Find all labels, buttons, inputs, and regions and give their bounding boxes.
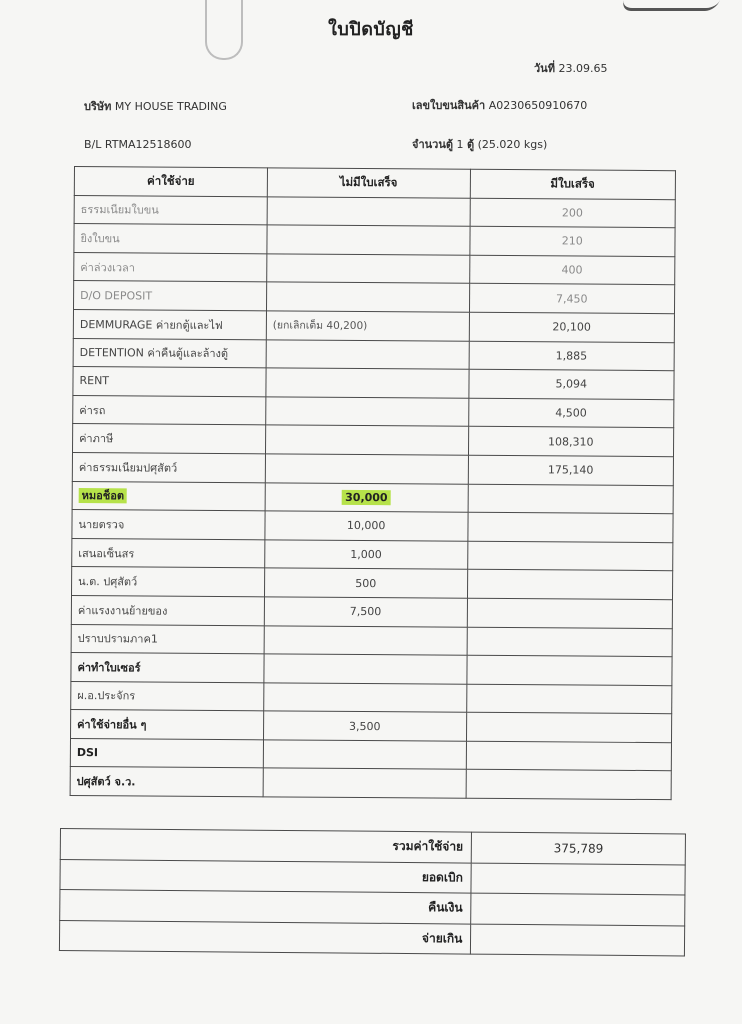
table-row [73, 338, 674, 371]
header-no-receipt: ไม่มีใบเสร็จ [267, 168, 470, 198]
no-receipt-cell [267, 196, 470, 226]
receipt-cell [469, 341, 675, 371]
no-receipt-cell [264, 597, 467, 627]
summary-label: ยอดเบิก [60, 859, 472, 893]
expense-name-cell [72, 538, 265, 568]
no-receipt-cell [265, 511, 468, 541]
table-row [71, 595, 672, 628]
bl-value: RTMA12518600 [104, 138, 192, 151]
container-qty-line [412, 135, 547, 153]
expense-name-cell [73, 395, 266, 425]
receipt-cell [467, 627, 673, 657]
no-receipt-cell [265, 425, 468, 455]
no-receipt-cell [264, 683, 467, 713]
invoice-label: เลขใบขนสินค้า [412, 99, 486, 112]
qty-unit: ตู้ [466, 138, 475, 151]
company-line [84, 97, 227, 115]
summary-table [59, 828, 686, 956]
receipt-cell [468, 369, 674, 399]
no-receipt-cell [264, 625, 467, 655]
no-receipt-cell [264, 654, 467, 684]
no-receipt-cell [266, 397, 469, 427]
expense-name-cell [72, 510, 265, 540]
receipt-value: 108,310 [548, 434, 594, 449]
expense-name: ยิงใบขน [80, 232, 120, 246]
expense-name-cell [71, 710, 264, 740]
expense-name-cell [73, 338, 266, 368]
no-receipt-cell [263, 740, 466, 770]
invoice-value: A0230650910670 [488, 99, 588, 112]
receipt-value: 5,094 [555, 377, 588, 392]
table-row [74, 224, 675, 257]
expense-name: ค่าธรรมเนียมปศุสัตว์ [78, 460, 178, 475]
table-row [72, 538, 673, 571]
expense-name: DEMMURAGE ค่ายกตู้และไฟ [79, 317, 223, 332]
no-receipt-value: 30,000 [342, 490, 391, 505]
no-receipt-cell [264, 568, 467, 598]
expense-name: น.ต. ปศุสัตว์ [78, 575, 138, 589]
company-value: MY HOUSE TRADING [114, 100, 227, 113]
summary-label: คืนเงิน [60, 890, 472, 924]
receipt-cell [468, 484, 674, 514]
expense-name: D/O DEPOSIT [80, 288, 153, 303]
no-receipt-value: 7,500 [349, 605, 382, 619]
table-row [73, 395, 674, 428]
receipt-cell [466, 655, 672, 685]
expense-name-cell [72, 567, 265, 597]
no-receipt-value: 1,000 [350, 547, 382, 562]
table-row [71, 681, 672, 714]
expense-name-cell [74, 195, 267, 225]
expense-name-cell [73, 367, 266, 397]
receipt-value: 175,140 [547, 463, 594, 477]
expense-name-cell [73, 281, 266, 311]
receipt-cell [469, 226, 675, 256]
expense-name: นายตรวจ [78, 517, 125, 532]
expense-name-cell [71, 595, 264, 625]
expense-name-cell [70, 738, 263, 768]
receipt-cell [468, 398, 674, 428]
no-receipt-value: (ยกเลิกเต็ม 40,200) [272, 319, 368, 333]
receipt-cell [466, 713, 672, 743]
no-receipt-cell [265, 540, 468, 570]
receipt-cell [466, 770, 672, 800]
summary-value: 375,789 [471, 832, 685, 864]
header-receipt: มีใบเสร็จ [470, 169, 676, 199]
summary-label: รวมค่าใช้จ่าย [60, 829, 472, 863]
receipt-cell [468, 427, 674, 457]
no-receipt-cell [266, 339, 469, 369]
receipt-cell [469, 284, 675, 314]
no-receipt-value: 10,000 [346, 519, 386, 533]
receipt-cell [467, 570, 673, 600]
no-receipt-value: 3,500 [348, 719, 381, 733]
no-receipt-cell [263, 768, 466, 798]
receipt-value: 210 [561, 234, 583, 249]
table-row [71, 653, 672, 686]
expense-name-cell [73, 424, 266, 454]
summary-label: จ่ายเกิน [59, 920, 471, 954]
receipt-cell [467, 512, 673, 542]
company-label: บริษัท [84, 100, 112, 113]
no-receipt-cell [265, 482, 468, 512]
receipt-value: 7,450 [556, 292, 588, 306]
no-receipt-cell [267, 225, 470, 255]
expense-name-cell [70, 767, 263, 797]
date-line [534, 59, 607, 77]
bl-label: B/L [84, 138, 102, 151]
receipt-cell [470, 198, 676, 228]
expense-name: ธรรมเนียมใบขน [80, 203, 159, 217]
invoice-line [412, 96, 587, 114]
receipt-value: 400 [561, 263, 583, 277]
no-receipt-cell [266, 282, 469, 312]
expense-name-cell [71, 624, 264, 654]
expense-name: ปศุสัตว์ จ.ว. [76, 775, 136, 789]
no-receipt-cell [266, 368, 469, 398]
receipt-cell [467, 598, 673, 628]
expense-name-cell [74, 252, 267, 282]
summary-row [59, 920, 684, 956]
table-row [72, 567, 673, 600]
table-row [71, 710, 672, 743]
summary-value [471, 893, 685, 925]
table-row [72, 452, 673, 485]
receipt-cell [467, 541, 673, 571]
receipt-value: 1,885 [555, 349, 588, 363]
receipt-value: 4,500 [555, 406, 587, 420]
expense-name: RENT [79, 374, 110, 388]
expense-name: ปราบปรามภาค1 [77, 632, 158, 646]
table-row [71, 624, 672, 657]
expense-name: เสนอเซ็นสร [78, 546, 135, 560]
no-receipt-cell [266, 311, 469, 341]
qty-weight: (25.020 kgs) [477, 138, 548, 151]
expense-name-cell [71, 681, 264, 711]
table-row [72, 510, 673, 543]
no-receipt-cell [265, 454, 468, 484]
expense-name: ค่าใช้จ่ายอื่น ๆ [77, 718, 147, 732]
expense-name: ค่าภาษี [79, 432, 114, 446]
expense-name-cell [71, 653, 264, 683]
expense-name: ค่ารถ [79, 403, 106, 417]
table-row [74, 195, 675, 228]
receipt-cell [469, 312, 675, 342]
expense-name: ผ.อ.ประจักร [77, 689, 136, 703]
receipt-cell [469, 255, 675, 285]
table-row [73, 367, 674, 400]
corner-ink-mark [620, 0, 720, 11]
expense-name: DSI [76, 746, 99, 760]
expense-name-cell [73, 309, 266, 339]
table-row [70, 767, 671, 800]
receipt-cell [468, 455, 674, 485]
table-row [73, 424, 674, 457]
table-row [73, 309, 674, 342]
table-row [70, 738, 671, 771]
expense-name: ค่าแรงงานย้ายของ [77, 603, 168, 618]
expense-name-cell [72, 481, 265, 511]
receipt-value: 20,100 [552, 320, 591, 334]
summary-value [471, 863, 685, 895]
receipt-cell [466, 684, 672, 714]
receipt-cell [466, 741, 672, 771]
expense-table [70, 166, 676, 800]
table-row [73, 281, 674, 314]
expense-table-header [74, 167, 675, 200]
table-row [72, 481, 673, 514]
date-value: 23.09.65 [558, 62, 608, 75]
document-title: ใบปิดบัญชี [328, 19, 414, 40]
date-label: วันที่ [534, 62, 555, 75]
no-receipt-cell [263, 711, 466, 741]
table-row [74, 252, 675, 285]
expense-name: ค่าล่วงเวลา [80, 260, 136, 275]
receipt-value: 200 [561, 206, 583, 220]
header-expense: ค่าใช้จ่าย [74, 167, 267, 197]
no-receipt-value: 500 [355, 576, 377, 590]
qty-value: 1 [456, 138, 464, 151]
expense-name-cell [74, 224, 267, 254]
qty-label: จำนวนตู้ [412, 138, 453, 151]
bl-line [84, 138, 191, 151]
expense-name: หมอช็อต [79, 488, 127, 503]
expense-name: DETENTION ค่าคืนตู้และล้างตู้ [79, 346, 229, 361]
expense-name: ค่าทำใบเซอร์ [77, 660, 141, 675]
no-receipt-cell [267, 254, 470, 284]
expense-name-cell [72, 452, 265, 482]
summary-value [471, 924, 685, 956]
